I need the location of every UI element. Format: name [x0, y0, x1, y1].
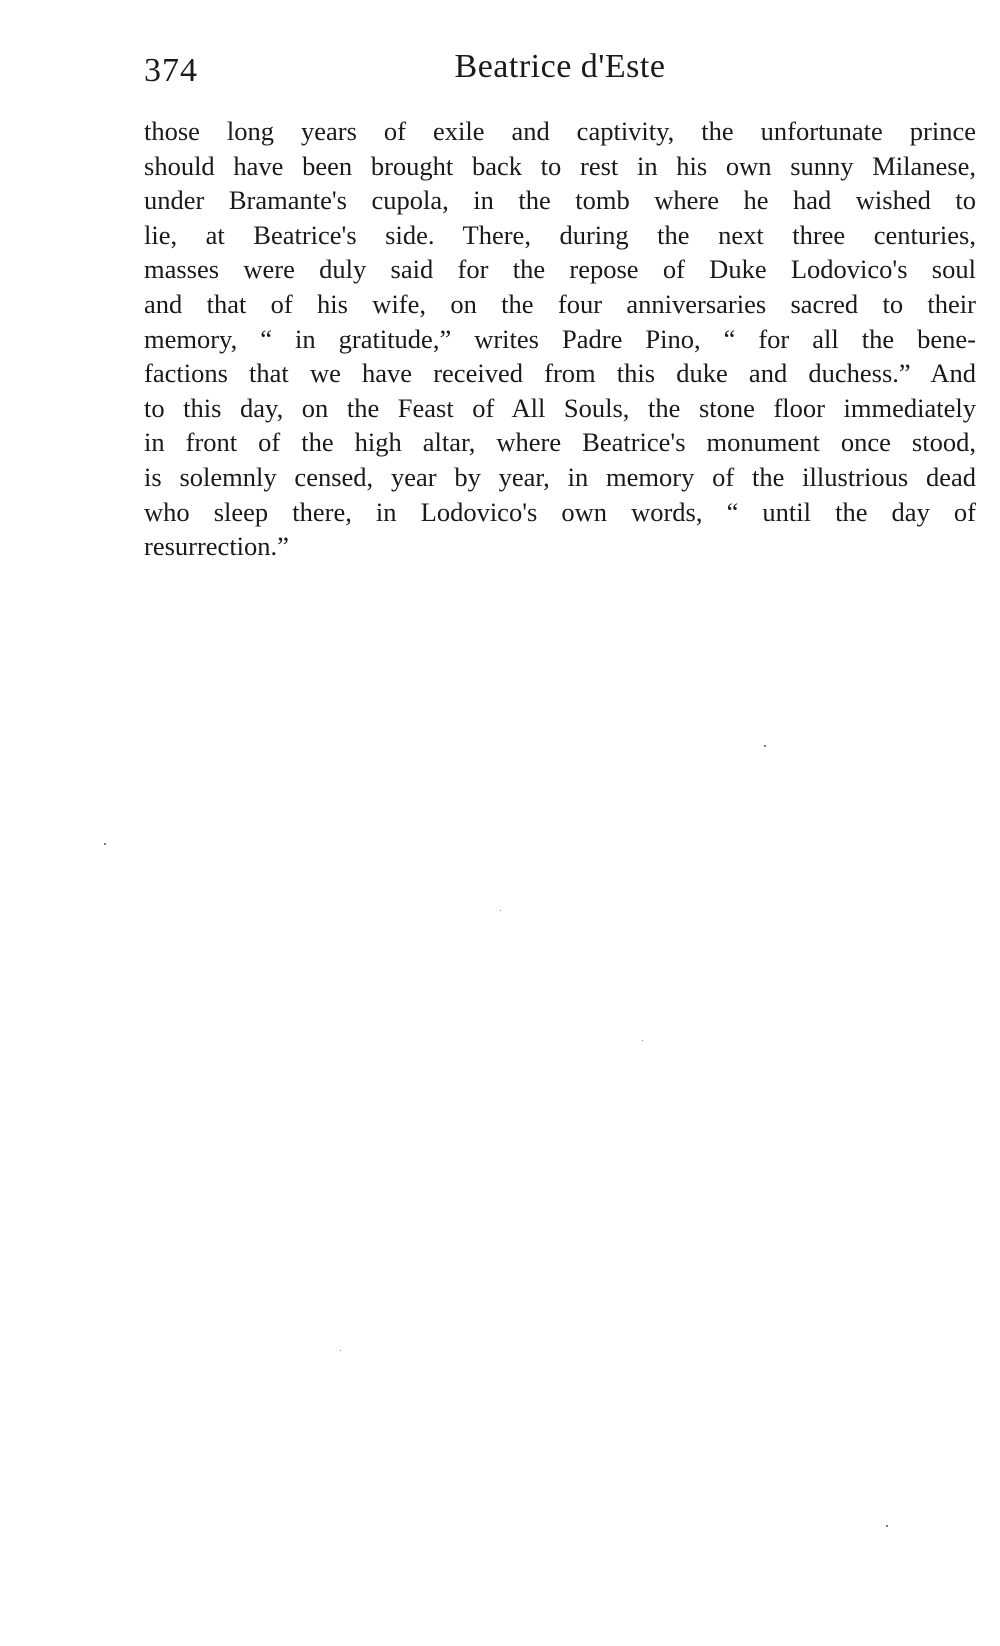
text-line: and that of his wife, on the four anniversaries sacred to their: [144, 288, 976, 319]
text-line: in front of the high altar, where Beatrice's monument once stood,: [144, 427, 976, 458]
page-header: [144, 44, 976, 94]
page-number: 374: [144, 52, 198, 89]
text-line: factions that we have received from this duke and duchess.” And: [144, 358, 976, 389]
text-line: who sleep there, in Lodovico's own words, “ until the day of: [144, 496, 976, 527]
text-line: resurrection.”: [144, 531, 289, 562]
body-paragraph: [144, 114, 976, 564]
text-line: lie, at Beatrice's side. There, during the next three centuries,: [144, 219, 976, 250]
scan-speck: [104, 843, 106, 845]
scan-speck: [642, 1040, 643, 1041]
text-line: to this day, on the Feast of All Souls, the stone floor immediately: [144, 392, 976, 423]
text-line: memory, “ in gratitude,” writes Padre Pino, “ for all the bene-: [144, 323, 976, 354]
text-line: those long years of exile and captivity, the unfortunate prince: [144, 116, 976, 146]
text-line: is solemnly censed, year by year, in memory of the illustrious dead: [144, 461, 976, 492]
scan-speck: [340, 1350, 341, 1351]
scan-speck: [764, 745, 766, 747]
text-line: should have been brought back to rest in his own sunny Milanese,: [144, 150, 976, 181]
text-line: under Bramante's cupola, in the tomb where he had wished to: [144, 185, 976, 216]
running-title: Beatrice d'Este: [454, 48, 666, 85]
scan-speck: [500, 910, 501, 911]
scan-speck: [886, 1525, 888, 1527]
text-line: masses were duly said for the repose of Duke Lodovico's soul: [144, 254, 976, 285]
